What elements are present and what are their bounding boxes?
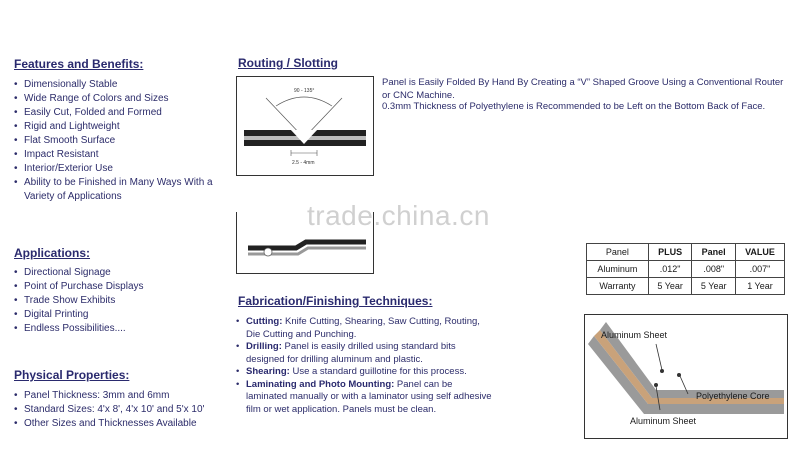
item-label: Shearing: [246, 366, 290, 377]
table-header-row [587, 244, 785, 261]
applications-title: Applications: [14, 246, 91, 260]
table-cell: .012" [648, 261, 692, 278]
item-label: Drilling: [246, 341, 282, 352]
table-row [587, 261, 785, 278]
list-item [236, 341, 496, 366]
list-item: • Rigid and Lightweight [14, 120, 219, 134]
list-item: • Panel Thickness: 3mm and 6mm [14, 389, 229, 403]
list-item: • Ability to be Finished in Many Ways With a Variety of Applications [14, 176, 214, 204]
item-text: Knife Cutting, Shearing, Saw Cutting, Routing, Die Cutting and Punching. [246, 316, 480, 340]
list-item: • Standard Sizes: 4'x 8', 4'x 10' and 5'x 10' [14, 403, 229, 417]
list-item: • Flat Smooth Surface [14, 134, 219, 148]
table-cell: 5 Year [692, 278, 736, 295]
fabrication-list [236, 316, 496, 416]
angle-label: 90 - 135° [294, 88, 315, 94]
layer-label-bottom: Aluminum Sheet [630, 416, 697, 426]
routing-text-2: 0.3mm Thickness of Polyethylene is Recommended to be Left on the Bottom Back of Face. [382, 101, 766, 112]
features-list [14, 78, 219, 204]
applications-list [14, 266, 219, 336]
table-cell: 5 Year [648, 278, 692, 295]
physical-list [14, 389, 229, 431]
table-cell: .007" [735, 261, 784, 278]
warranty-table [586, 243, 785, 295]
table-header: Panel [692, 244, 736, 261]
table-row [587, 278, 785, 295]
depth-label: 2.5 - 4mm [292, 160, 315, 166]
fabrication-title: Fabrication/Finishing Techniques: [238, 294, 433, 308]
list-item: • Easily Cut, Folded and Formed [14, 106, 219, 120]
routing-text-1: Panel is Easily Folded By Hand By Creating a “V” Shaped Groove Using a Conventional Router or CNC Machine. [382, 77, 784, 101]
list-item: • Dimensionally Stable [14, 78, 219, 92]
list-item: • Other Sizes and Thicknesses Available [14, 417, 229, 431]
list-item [236, 379, 496, 417]
table-cell: 1 Year [735, 278, 784, 295]
list-item: • Directional Signage [14, 266, 219, 280]
table-header: Panel [587, 244, 649, 261]
physical-title: Physical Properties: [14, 368, 130, 382]
table-header: PLUS [648, 244, 692, 261]
list-item: • Interior/Exterior Use [14, 162, 219, 176]
item-label: Laminating and Photo Mounting: [246, 378, 395, 390]
routing-diagram [236, 76, 374, 176]
table-cell: .008" [692, 261, 736, 278]
list-item: • Impact Resistant [14, 148, 219, 162]
item-text: Panel is easily drilled using standard bits designed for drilling aluminum and plastic. [246, 341, 456, 365]
features-title: Features and Benefits: [14, 57, 144, 71]
list-item [236, 366, 496, 379]
layer-label-top: Aluminum Sheet [601, 330, 668, 340]
table-cell: Aluminum [587, 261, 649, 278]
list-item: • Digital Printing [14, 308, 219, 322]
list-item [236, 316, 496, 341]
list-item: • Point of Purchase Displays [14, 280, 219, 294]
table-cell: Warranty [587, 278, 649, 295]
item-text: Use a standard guillotine for this process. [292, 366, 467, 377]
list-item: • Trade Show Exhibits [14, 294, 219, 308]
watermark: trade.china.cn [307, 200, 490, 231]
item-text: Panel can be laminated manually or with a laminator using self adhesive film or wet application. Panels must be clean. [246, 378, 492, 415]
layer-label-core: Polyethylene Core [696, 391, 770, 401]
table-header: VALUE [735, 244, 784, 261]
item-label: Cutting: [246, 316, 283, 327]
list-item: • Wide Range of Colors and Sizes [14, 92, 219, 106]
list-item: • Endless Possibilities.... [14, 322, 219, 336]
routing-title: Routing / Slotting [238, 56, 338, 70]
